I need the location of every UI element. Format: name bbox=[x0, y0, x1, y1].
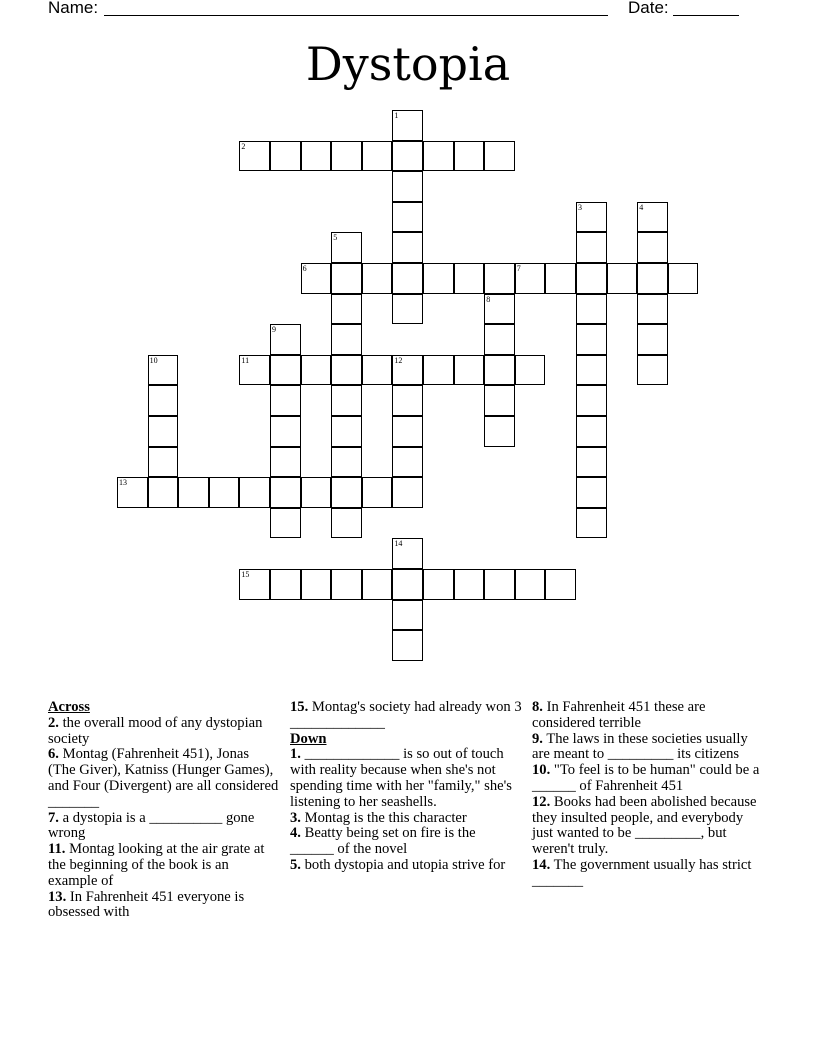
cell-number: 6 bbox=[302, 264, 307, 273]
clue-text: The laws in these societies usually are meant to _________ its citizens bbox=[532, 730, 748, 763]
grid-cell[interactable] bbox=[576, 232, 607, 263]
name-label: Name: bbox=[48, 0, 99, 17]
grid-cell[interactable] bbox=[515, 355, 546, 386]
grid-cell[interactable] bbox=[270, 416, 301, 447]
clue-number: 14. bbox=[532, 856, 551, 873]
grid-cell[interactable] bbox=[331, 263, 362, 294]
clue-across-15 bbox=[290, 700, 522, 732]
clue-text: Montag is the this character bbox=[304, 809, 467, 826]
grid-cell[interactable] bbox=[301, 569, 332, 600]
clue-number: 7. bbox=[48, 809, 59, 826]
grid-cell[interactable] bbox=[454, 569, 485, 600]
grid-cell[interactable] bbox=[392, 232, 423, 263]
grid-cell[interactable] bbox=[484, 416, 515, 447]
grid-cell[interactable] bbox=[331, 141, 362, 172]
clue-number: 9. bbox=[532, 730, 543, 747]
clue-text: Montag's society had already won 3 _____________ bbox=[290, 699, 522, 731]
grid-cell[interactable] bbox=[423, 141, 454, 172]
clue-number: 6. bbox=[48, 746, 59, 763]
grid-cell[interactable] bbox=[484, 263, 515, 294]
clue-text: "To feel is to be human" could be a ______ of Fahrenheit 451 bbox=[532, 762, 760, 794]
clue-text: In Fahrenheit 451 these are considered terrible bbox=[532, 699, 706, 731]
down-heading: Down bbox=[290, 730, 327, 747]
grid-cell[interactable] bbox=[178, 477, 209, 508]
grid-cell[interactable] bbox=[331, 447, 362, 478]
grid-cell[interactable] bbox=[331, 416, 362, 447]
clue-text: The government usually has strict _______ bbox=[532, 856, 752, 889]
grid-cell[interactable] bbox=[576, 416, 607, 447]
grid-cell[interactable] bbox=[301, 355, 332, 386]
grid-cell[interactable] bbox=[331, 569, 362, 600]
grid-cell[interactable] bbox=[148, 385, 179, 416]
grid-cell[interactable] bbox=[392, 416, 423, 447]
clue-column-2 bbox=[290, 700, 522, 874]
grid-cell[interactable] bbox=[545, 263, 576, 294]
clue-text: _____________ is so out of touch with reality because when she's not spending time with her "family," she's listening to her seashells. bbox=[290, 746, 512, 810]
clue-across-7 bbox=[48, 811, 280, 843]
grid-cell[interactable] bbox=[270, 569, 301, 600]
grid-cell[interactable] bbox=[331, 232, 362, 263]
grid-cell[interactable] bbox=[362, 141, 393, 172]
grid-cell[interactable] bbox=[148, 477, 179, 508]
clue-down-10 bbox=[532, 763, 764, 795]
grid-cell[interactable] bbox=[515, 263, 546, 294]
grid-cell[interactable] bbox=[362, 355, 393, 386]
clue-number: 5. bbox=[290, 856, 301, 873]
grid-cell[interactable] bbox=[392, 447, 423, 478]
grid-cell[interactable] bbox=[239, 569, 270, 600]
grid-cell[interactable] bbox=[148, 355, 179, 386]
clue-down-8 bbox=[532, 700, 764, 732]
clue-down-14 bbox=[532, 858, 764, 890]
clue-down-12 bbox=[532, 795, 764, 858]
clue-down-3 bbox=[290, 811, 522, 827]
cell-number: 15 bbox=[241, 570, 250, 579]
grid-cell[interactable] bbox=[576, 202, 607, 233]
grid-cell[interactable] bbox=[576, 294, 607, 325]
grid-cell[interactable] bbox=[484, 569, 515, 600]
clue-across-2 bbox=[48, 716, 280, 748]
clue-across-13 bbox=[48, 890, 280, 922]
grid-cell[interactable] bbox=[576, 385, 607, 416]
grid-cell[interactable] bbox=[331, 508, 362, 539]
grid-cell[interactable] bbox=[637, 294, 668, 325]
cell-number: 5 bbox=[333, 233, 338, 243]
grid-cell[interactable] bbox=[331, 294, 362, 325]
grid-cell[interactable] bbox=[392, 355, 423, 386]
grid-cell[interactable] bbox=[270, 355, 301, 386]
grid-cell[interactable] bbox=[576, 324, 607, 355]
grid-cell[interactable] bbox=[148, 416, 179, 447]
grid-cell[interactable] bbox=[576, 477, 607, 508]
clue-text: Books had been abolished because they insulted people, and everybody just wanted to be _________, but weren't truly. bbox=[532, 793, 757, 858]
grid-cell[interactable] bbox=[484, 355, 515, 386]
grid-cell[interactable] bbox=[392, 171, 423, 202]
grid-cell[interactable] bbox=[331, 477, 362, 508]
clue-number: 1. bbox=[290, 746, 301, 763]
clue-number: 15. bbox=[290, 699, 309, 715]
grid-cell[interactable] bbox=[423, 263, 454, 294]
clue-text: a dystopia is a __________ gone wrong bbox=[48, 809, 255, 842]
grid-cell[interactable] bbox=[270, 385, 301, 416]
clue-text: Montag looking at the air grate at the beginning of the book is an example of bbox=[48, 841, 265, 889]
grid-cell[interactable] bbox=[209, 477, 240, 508]
across-heading: Across bbox=[48, 699, 90, 715]
clue-text: the overall mood of any dystopian society bbox=[48, 714, 263, 747]
grid-cell[interactable] bbox=[392, 202, 423, 233]
cell-number: 3 bbox=[578, 202, 582, 212]
clue-down-1 bbox=[290, 747, 522, 810]
grid-cell[interactable] bbox=[576, 263, 607, 294]
clue-text: In Fahrenheit 451 everyone is obsessed with bbox=[48, 888, 245, 921]
clue-number: 10. bbox=[532, 762, 551, 779]
grid-cell[interactable] bbox=[331, 324, 362, 355]
clue-down-9 bbox=[532, 732, 764, 764]
grid-cell[interactable] bbox=[362, 569, 393, 600]
grid-cell[interactable] bbox=[148, 447, 179, 478]
grid-cell[interactable] bbox=[607, 263, 638, 294]
grid-cell[interactable] bbox=[331, 385, 362, 416]
grid-cell[interactable] bbox=[239, 141, 270, 172]
clue-text: both dystopia and utopia strive for bbox=[304, 856, 506, 873]
clue-number: 13. bbox=[48, 888, 67, 905]
grid-cell[interactable] bbox=[637, 202, 668, 233]
clue-column-3 bbox=[532, 700, 764, 890]
cell-number: 11 bbox=[241, 355, 250, 365]
clue-across-6 bbox=[48, 747, 280, 810]
cell-number: 2 bbox=[241, 141, 246, 151]
grid-cell[interactable] bbox=[392, 385, 423, 416]
clue-column-1 bbox=[48, 700, 280, 921]
grid-cell[interactable] bbox=[484, 294, 515, 325]
grid-cell[interactable] bbox=[239, 355, 270, 386]
grid-cell[interactable] bbox=[270, 447, 301, 478]
clue-across-11 bbox=[48, 842, 280, 889]
cell-number: 7 bbox=[516, 264, 521, 273]
cell-number: 9 bbox=[272, 325, 276, 335]
clue-number: 8. bbox=[532, 699, 543, 715]
grid-cell[interactable] bbox=[270, 324, 301, 355]
page-title: Dystopia bbox=[305, 37, 511, 91]
grid-cell[interactable] bbox=[117, 477, 148, 508]
grid-cell[interactable] bbox=[239, 477, 270, 508]
grid-cell[interactable] bbox=[392, 110, 423, 141]
grid-cell[interactable] bbox=[301, 263, 332, 294]
grid-cell[interactable] bbox=[454, 141, 485, 172]
clue-down-5 bbox=[290, 858, 522, 874]
grid-cell[interactable] bbox=[423, 569, 454, 600]
cell-number: 10 bbox=[149, 355, 158, 365]
clue-down-4 bbox=[290, 826, 522, 858]
grid-cell[interactable] bbox=[392, 141, 423, 172]
grid-cell[interactable] bbox=[270, 141, 301, 172]
grid-cell[interactable] bbox=[301, 477, 332, 508]
grid-cell[interactable] bbox=[637, 232, 668, 263]
grid-cell[interactable] bbox=[576, 355, 607, 386]
grid-cell[interactable] bbox=[331, 355, 362, 386]
clue-text: Beatty being set on fire is the ______ of the novel bbox=[290, 825, 476, 858]
cell-number: 14 bbox=[394, 539, 403, 549]
grid-cell[interactable] bbox=[576, 447, 607, 478]
grid-cell[interactable] bbox=[270, 508, 301, 539]
grid-cell[interactable] bbox=[392, 569, 423, 600]
grid-cell[interactable] bbox=[484, 324, 515, 355]
clue-number: 3. bbox=[290, 809, 301, 826]
grid-cell[interactable] bbox=[423, 355, 454, 386]
grid-cell[interactable] bbox=[270, 477, 301, 508]
clue-number: 12. bbox=[532, 793, 551, 810]
grid-cell[interactable] bbox=[484, 141, 515, 172]
grid-cell[interactable] bbox=[392, 630, 423, 661]
grid-cell[interactable] bbox=[301, 141, 332, 172]
cell-number: 8 bbox=[486, 294, 491, 304]
grid-cell[interactable] bbox=[515, 569, 546, 600]
grid-cell[interactable] bbox=[392, 477, 423, 508]
grid-cell[interactable] bbox=[392, 294, 423, 325]
clue-number: 4. bbox=[290, 825, 301, 842]
grid-cell[interactable] bbox=[454, 355, 485, 386]
grid-cell[interactable] bbox=[392, 263, 423, 294]
clue-number: 2. bbox=[48, 714, 59, 731]
date-label: Date: bbox=[628, 0, 669, 17]
grid-cell[interactable] bbox=[637, 355, 668, 386]
grid-cell[interactable] bbox=[454, 263, 485, 294]
grid-cell[interactable] bbox=[637, 324, 668, 355]
clue-number: 11. bbox=[48, 841, 66, 858]
grid-cell[interactable] bbox=[637, 263, 668, 294]
grid-cell[interactable] bbox=[668, 263, 699, 294]
grid-cell[interactable] bbox=[362, 263, 393, 294]
cell-number: 4 bbox=[639, 202, 644, 212]
grid-cell[interactable] bbox=[362, 477, 393, 508]
grid-cell[interactable] bbox=[484, 385, 515, 416]
cell-number: 1 bbox=[394, 111, 399, 120]
grid-cell[interactable] bbox=[576, 508, 607, 539]
grid-cell[interactable] bbox=[392, 600, 423, 631]
cell-number: 13 bbox=[119, 478, 127, 488]
grid-cell[interactable] bbox=[545, 569, 576, 600]
grid-cell[interactable] bbox=[392, 538, 423, 569]
clue-text: Montag (Fahrenheit 451), Jonas (The Giver), Katniss (Hunger Games), and Four (Divergent) are all considered _______ bbox=[48, 746, 279, 810]
cell-number: 12 bbox=[394, 355, 403, 365]
